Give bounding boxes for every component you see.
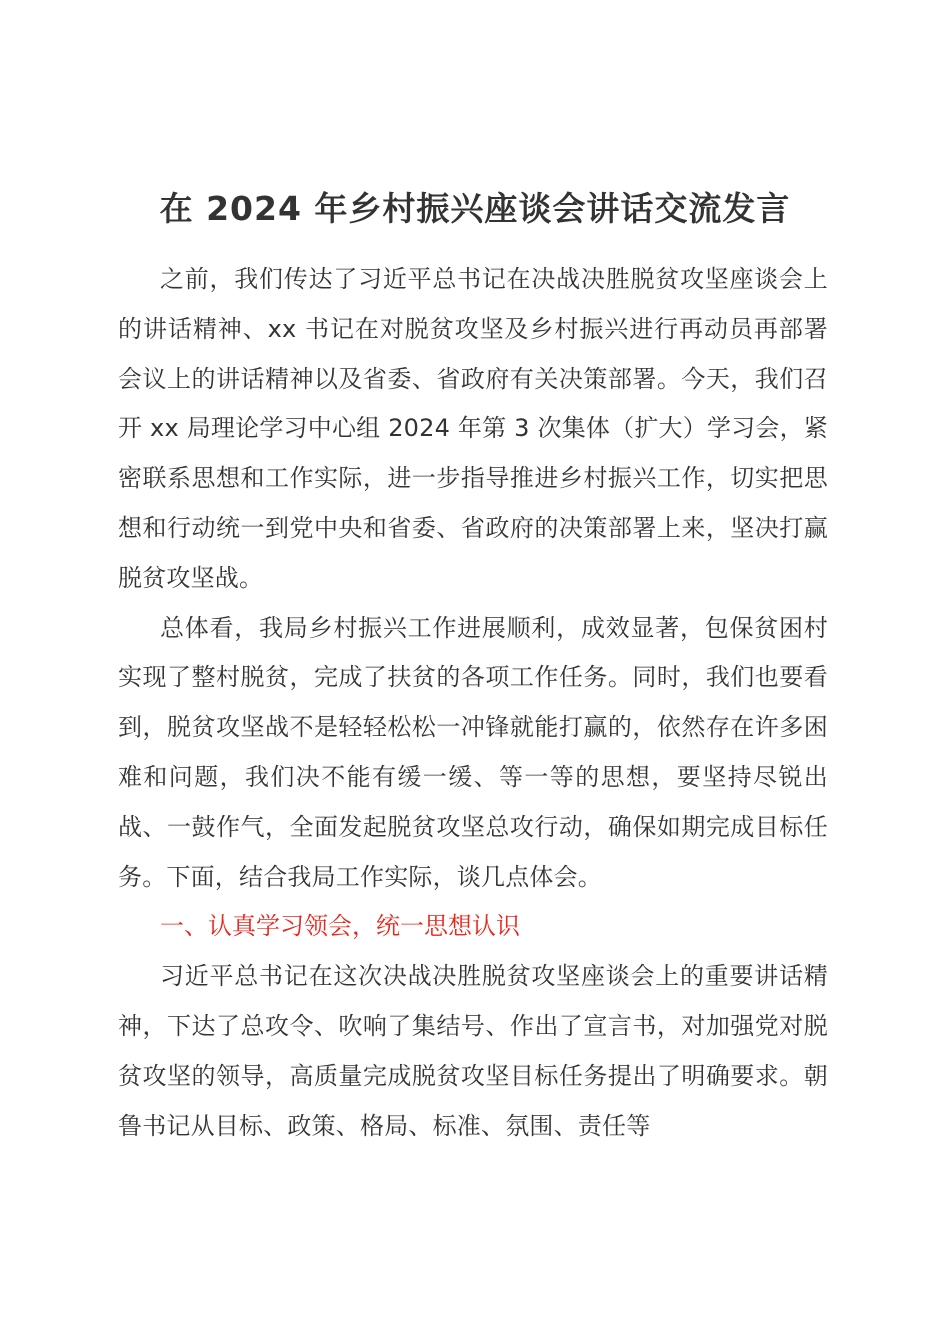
paragraph-overview: 总体看，我局乡村振兴工作进展顺利，成效显著，包保贫困村实现了整村脱贫，完成了扶贫的各项工作任务。同时，我们也要看到，脱贫攻坚战不是轻轻松松一冲锋就能打赢的，依然存在许多困难和问题，我们决不能有缓一缓、等一等的思想，要坚持尽锐出战、一鼓作气，全面发起脱贫攻坚总攻行动，确保如期完成目标任务。下面，结合我局工作实际，谈几点体会。 bbox=[118, 613, 828, 891]
paragraph-section-one: 习近平总书记在这次决战决胜脱贫攻坚座谈会上的重要讲话精神，下达了总攻令、吹响了集结号、作出了宣言书，对加强党对脱贫攻坚的领导，高质量完成脱贫攻坚目标任务提出了明确要求。朝鲁书记从目标、政策、格局、标准、氛围、责任等 bbox=[118, 962, 828, 1140]
paragraph-intro: 之前，我们传达了习近平总书记在决战决胜脱贫攻坚座谈会上的讲话精神、xx 书记在对脱贫攻坚及乡村振兴进行再动员再部署会议上的讲话精神以及省委、省政府有关决策部署。今天，我们召开 xx 局理论学习中心组 2024 年第 3 次集体（扩大）学习会，紧密联系思想和工作实际，进一步指导推进乡村振兴工作，切实把思想和行动统一到党中央和省委、省政府的决策部署上来，坚决打赢脱贫攻坚战。 bbox=[118, 265, 828, 592]
document-body bbox=[118, 255, 828, 1151]
document-title: 在 2024 年乡村振兴座谈会讲话交流发言 bbox=[159, 189, 791, 228]
section-heading: 一、认真学习领会，统一思想认识 bbox=[160, 912, 520, 941]
